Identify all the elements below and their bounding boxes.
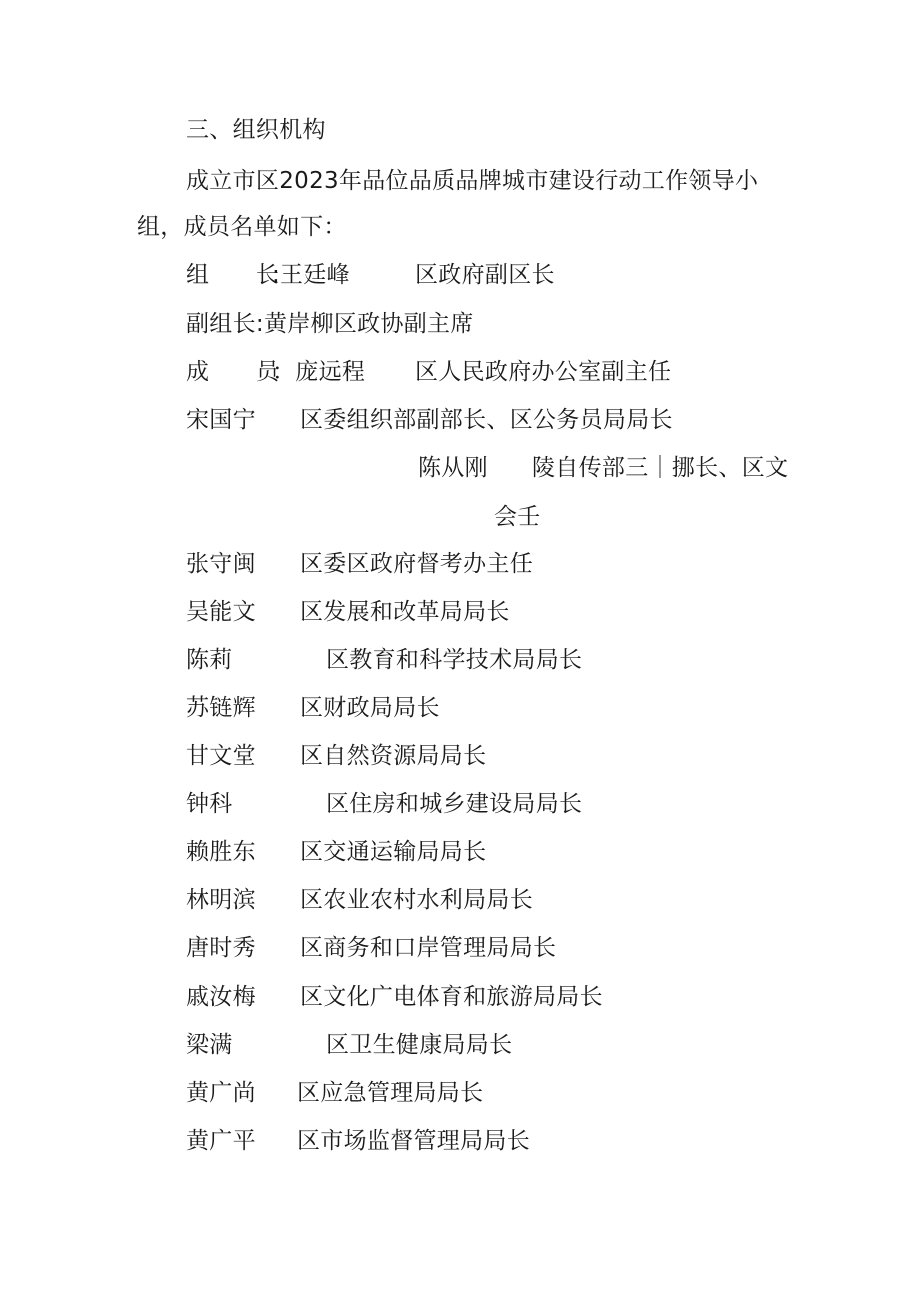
- member-title: 区委区政府督考办主任: [300, 551, 533, 577]
- leader-name: :王廷峰: [272, 262, 350, 288]
- member-title: 区商务和口岸管理局局长: [300, 935, 557, 961]
- member-title: 区委组织部副部长、区公务员局局长: [300, 407, 673, 433]
- member-name: 林明滨: [186, 887, 256, 913]
- member-title: 区应急管理局局长: [297, 1080, 484, 1106]
- member-name: 唐时秀: [186, 935, 256, 961]
- member-title: 区农业农村水利局局长: [300, 887, 533, 913]
- leader-role: 组 长: [186, 262, 280, 288]
- member-name: 钟科: [186, 791, 233, 817]
- members-first-title: 区人民政府办公室副主任: [415, 359, 672, 385]
- intro-line-2: 组，成员名单如下：: [137, 214, 347, 240]
- intro-line-1: 成立市区2023年品位品质品牌城市建设行动工作领导小: [186, 168, 759, 194]
- member-name: 吴能文: [186, 599, 256, 625]
- irregular-continuation: 会壬: [494, 504, 541, 530]
- member-title: 区市场监督管理局局长: [297, 1128, 530, 1154]
- member-title: 区文化广电体育和旅游局局长: [300, 984, 603, 1010]
- member-name: 戚汝梅: [186, 984, 256, 1010]
- member-name: 黄广尚: [186, 1080, 256, 1106]
- member-name: 赖胜东: [186, 839, 256, 865]
- member-name: 黄广平: [186, 1128, 256, 1154]
- member-name: 甘文堂: [186, 743, 256, 769]
- member-title: 区住房和城乡建设局局长: [326, 791, 583, 817]
- member-name: 张守闽: [186, 551, 256, 577]
- member-title: 区财政局局长: [300, 695, 440, 721]
- members-role: 成 员: [186, 359, 280, 385]
- member-name: 宋国宁: [186, 407, 256, 433]
- member-title: 区教育和科学技术局局长: [326, 647, 583, 673]
- irregular-name: 陈从刚: [418, 455, 488, 481]
- member-title: 区发展和改革局局长: [300, 599, 510, 625]
- member-name: 苏链辉: [186, 695, 256, 721]
- member-title: 区卫生健康局局长: [326, 1032, 513, 1058]
- section-heading: 三、组织机构: [186, 117, 326, 143]
- member-title: 区交通运输局局长: [300, 839, 487, 865]
- member-name: 梁满: [186, 1032, 233, 1058]
- member-title: 区自然资源局局长: [300, 743, 487, 769]
- members-first-name: ：庞远程: [272, 359, 366, 385]
- deputy-leader-line: 副组长:黄岸柳区政协副主席: [186, 311, 474, 337]
- irregular-title: 陵自传部三｜挪长、区文: [532, 455, 789, 481]
- leader-title: 区政府副区长: [415, 262, 555, 288]
- member-name: 陈莉: [186, 647, 233, 673]
